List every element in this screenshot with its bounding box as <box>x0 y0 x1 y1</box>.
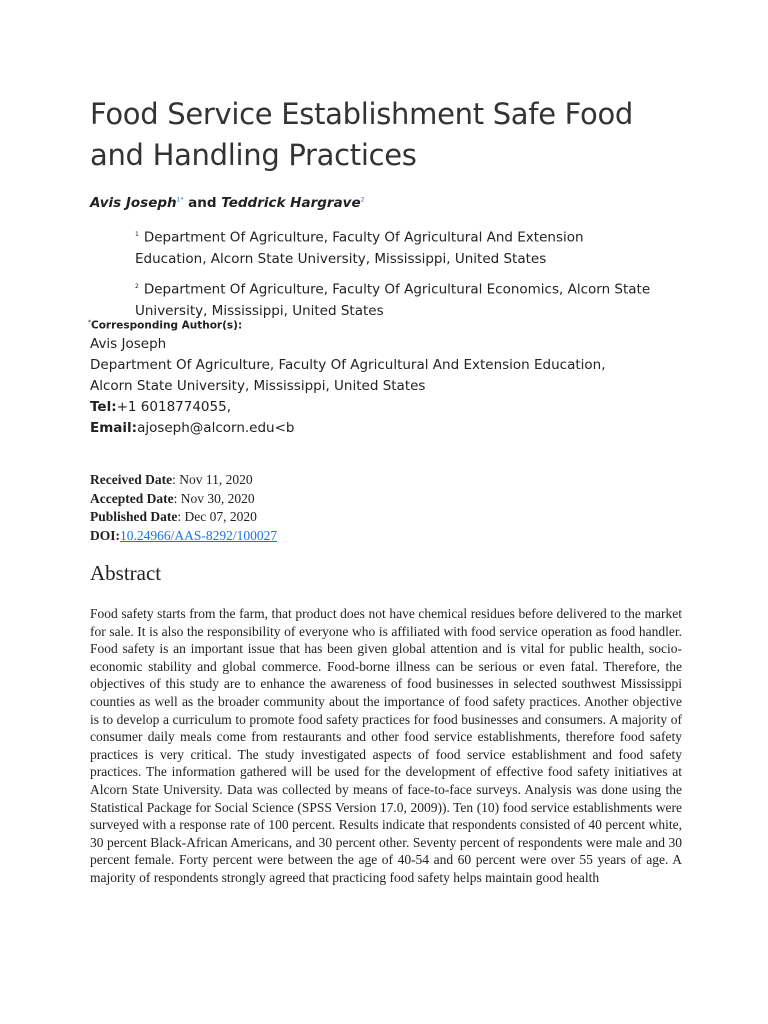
author-2-name: Teddrick Hargrave <box>221 195 361 211</box>
affiliation-2 <box>135 276 655 322</box>
corresponding-author-tel <box>90 397 650 418</box>
paper-title: Food Service Establishment Safe Food and Handling Practices <box>90 97 633 172</box>
corresponding-author-email <box>90 418 650 439</box>
author-1-name: Avis Joseph <box>90 195 177 211</box>
publication-dates <box>90 471 277 545</box>
published-label: Published Date <box>90 509 178 524</box>
accepted-value: : Nov 30, 2020 <box>173 490 255 506</box>
author-line <box>90 195 364 211</box>
author-conjunction: and <box>188 195 217 211</box>
abstract-heading: Abstract <box>90 561 162 585</box>
corresponding-mark: * <box>88 319 91 326</box>
email-value: ajoseph@alcorn.edu<b <box>137 420 295 436</box>
author-2-marks[interactable]: 2 <box>360 196 365 204</box>
author-1-marks[interactable]: 1* <box>176 196 184 204</box>
doi-label: DOI: <box>90 527 120 543</box>
corresponding-label-text: Corresponding Author(s): <box>91 319 243 332</box>
doi-row <box>90 527 277 546</box>
received-label: Received Date <box>90 472 173 487</box>
published-date-row <box>90 508 277 527</box>
received-date-row <box>90 471 277 490</box>
corresponding-author-name: Avis Joseph <box>90 336 167 352</box>
published-value: : Dec 07, 2020 <box>177 509 257 524</box>
affiliation-1-number: 1 <box>135 231 139 238</box>
affiliation-1 <box>135 224 655 270</box>
email-label: Email: <box>90 420 138 436</box>
received-value: : Nov 11, 2020 <box>172 472 253 487</box>
corresponding-author-department: Department Of Agriculture, Faculty Of Agricultural And Extension Education, Alcorn State University, Mississippi, United States <box>90 357 606 394</box>
tel-value: +1 6018774055, <box>116 399 231 415</box>
tel-label: Tel: <box>90 399 117 415</box>
affiliation-2-text: Department Of Agriculture, Faculty Of Agricultural Economics, Alcorn State University, Mississippi, United States <box>135 281 651 319</box>
doi-link[interactable]: 10.24966/AAS-8292/100027 <box>120 527 278 543</box>
corresponding-author-label <box>88 319 242 332</box>
accepted-label: Accepted Date <box>90 490 174 506</box>
affiliation-2-number: 2 <box>135 283 139 290</box>
accepted-date-row <box>90 490 277 509</box>
abstract-text: Food safety starts from the farm, that product does not have chemical residues before delivered to the market for sale. It is also the responsibility of everyone who is affiliated with food service operation as food handler. Food safety is an important issue that has been given global attention and is vital for public health, socio-economic stability and global commerce. Food-borne illness can be serious or even fatal. Therefore, the objectives of this study are to enhance the awareness of food businesses in selected southwest Mississippi counties as well as the broader community about the importance of food safety practices. Another objective is to develop a curriculum to promote food safety practices for food businesses and consumers. A majority of consumer daily meals come from restaurants and other food service establishments, therefore food safety practices is very critical. The study investigated aspects of food service establishment and food safety practices. The information gathered will be used for the development of effective food safety initiatives at Alcorn State University. Data was collected by means of face-to-face surveys. Analysis was done using the Statistical Package for Social Science (SPSS Version 17.0, 2009)). Ten (10) food service establishments were surveyed with a response rate of 100 percent. Results indicate that respondents consisted of 40 percent white, 30 percent Black-African Americans, and 30 percent other. Seventy percent of respondents were male and 30 percent female. Forty percent were between the age of 40-54 and 60 percent were over 55 years of age. A majority of respondents strongly agreed that practicing food safety helps maintain good health <box>90 606 682 885</box>
affiliation-1-text: Department Of Agriculture, Faculty Of Agricultural And Extension Education, Alcorn State University, Mississippi, United States <box>135 229 584 267</box>
